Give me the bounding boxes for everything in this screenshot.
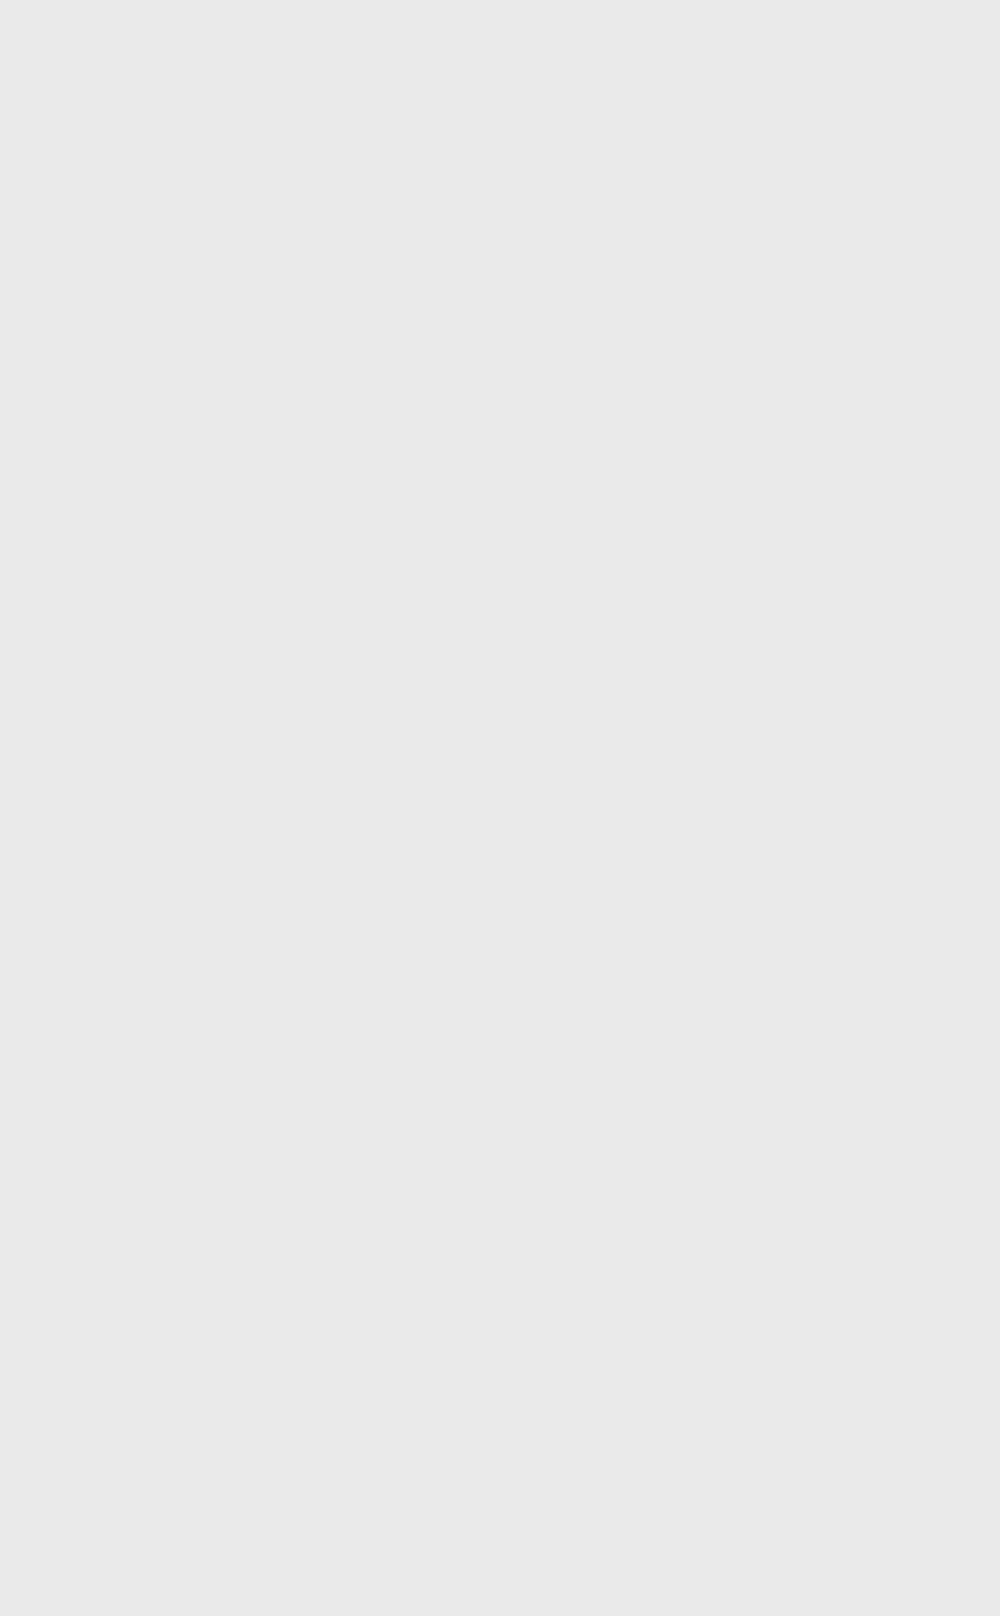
- page-header: [155, 172, 900, 196]
